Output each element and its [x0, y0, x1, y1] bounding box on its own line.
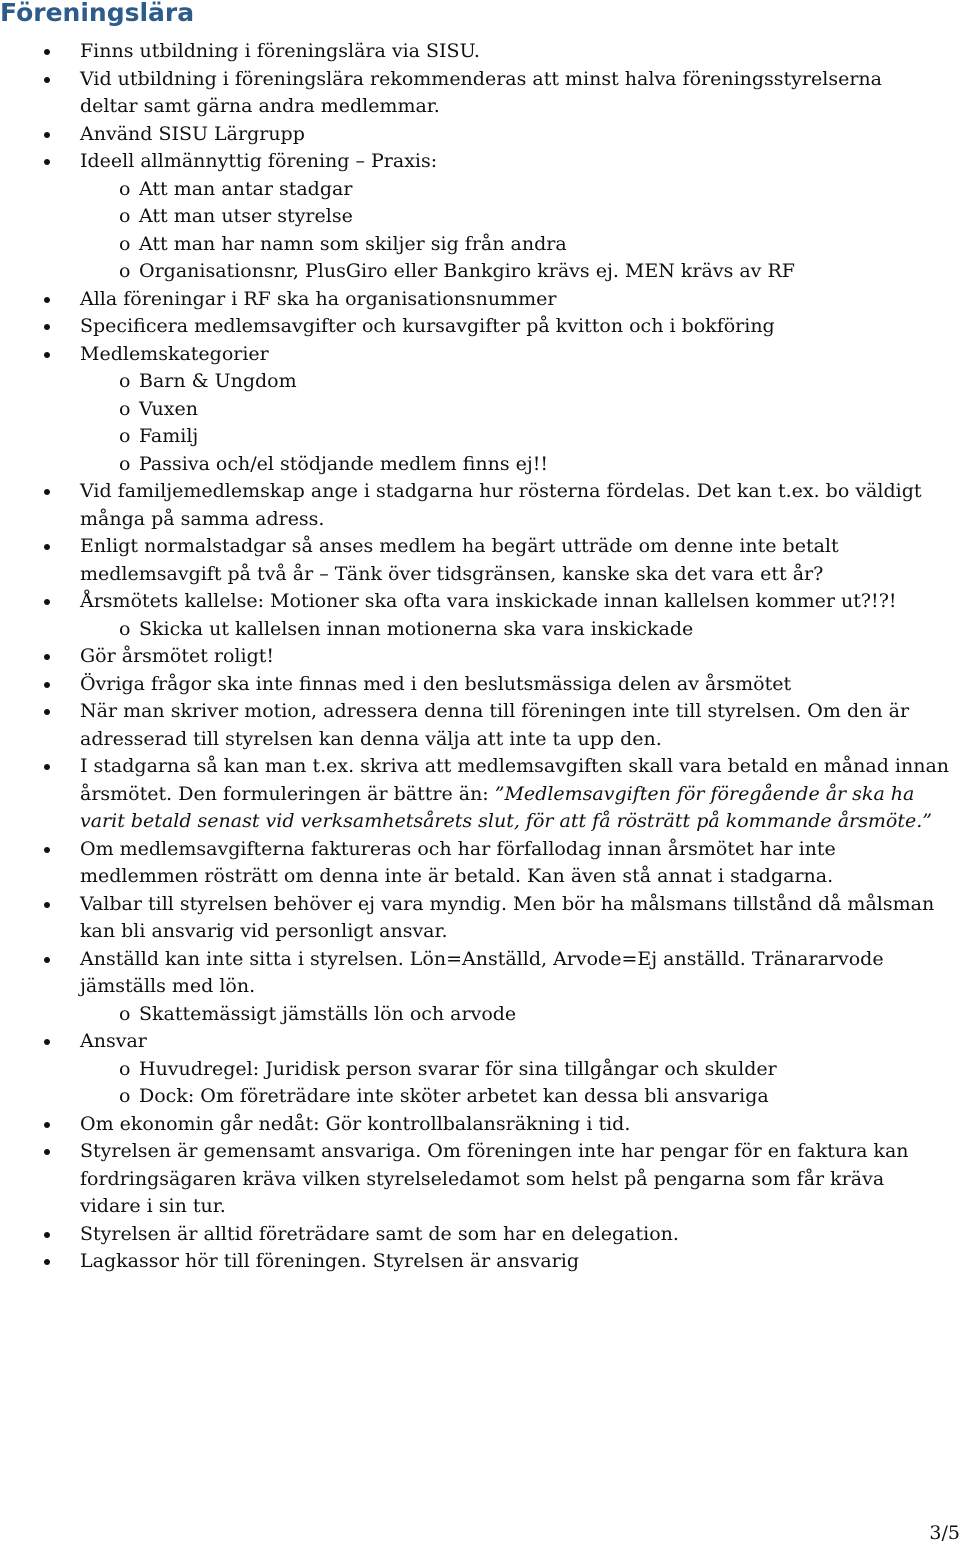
- bullet-faktureras-text: Om medlemsavgifterna faktureras och har förfallodag innan årsmötet har inte: [80, 837, 836, 860]
- sub-skattemassigt-text: Skattemässigt jämställs lön och arvode: [139, 1002, 517, 1025]
- bullet-recommend-board-cont-text: deltar samt gärna andra medlemmar.: [80, 95, 440, 117]
- sub-namn-text: Att man har namn som skiljer sig från andra: [139, 232, 567, 255]
- bullet-lagkassor-text: Lagkassor hör till föreningen. Styrelsen är ansvarig: [80, 1250, 579, 1272]
- bullet-list: [80, 38, 960, 1276]
- sub-familj-text: Familj: [139, 425, 199, 447]
- page-number: 3/5: [929, 1522, 960, 1544]
- bullet-normalstadgar: [80, 533, 960, 561]
- bullet-stadgarna-cont: [80, 781, 960, 809]
- sub-stadgar: [80, 176, 960, 204]
- bullet-familjemedlemskap-cont: [80, 506, 960, 534]
- sub-vuxen: [80, 396, 960, 424]
- bullet-gemensamt-cont: [80, 1166, 960, 1194]
- sub-huvudregel: [80, 1056, 960, 1084]
- bullet-gemensamt-cont-text: fordringsägaren kräva vilken styrelseledamot som helst på pengarna som får kräva: [80, 1167, 885, 1190]
- bullet-anstalld: [80, 946, 960, 974]
- sub-vuxen-text: Vuxen: [139, 397, 198, 420]
- sub-barn-text: Barn & Ungdom: [139, 370, 297, 392]
- bullet-valbar-cont: [80, 918, 960, 946]
- bullet-normalstadgar-text: Enligt normalstadgar så anses medlem ha begärt utträde om denne inte betalt: [80, 535, 839, 557]
- bullet-ideell-praxis-text: Ideell allmännyttig förening – Praxis:: [80, 150, 438, 172]
- bullet-orgnummer: [80, 286, 960, 314]
- bullet-gemensamt-text: Styrelsen är gemensamt ansvariga. Om föreningen inte har pengar för en faktura kan: [80, 1140, 909, 1162]
- bullet-medlemskategorier: [80, 341, 960, 369]
- bullet-sisu-training: [80, 38, 960, 66]
- bullet-stadgarna-cont-quote: ”Medlemsavgiften för föregående år ska ha: [494, 782, 915, 805]
- bullet-valbar-cont-text: kan bli ansvarig vid personligt ansvar.: [80, 920, 448, 942]
- bullet-familjemedlemskap-text: Vid familjemedlemskap ange i stadgarna hur rösterna fördelas. Det kan t.ex. bo väldigt: [80, 480, 922, 502]
- bullet-motion-text: När man skriver motion, adressera denna till föreningen inte till styrelsen. Om den är: [80, 700, 910, 722]
- bullet-roligt: [80, 643, 960, 671]
- bullet-stadgarna-text: I stadgarna så kan man t.ex. skriva att medlemsavgiften skall vara betald en månad innan: [80, 755, 950, 777]
- bullet-lagkassor: [80, 1248, 960, 1276]
- bullet-specificera: [80, 313, 960, 341]
- sub-passiva: [80, 451, 960, 479]
- bullet-ansvar: [80, 1028, 960, 1056]
- bullet-stadgarna-cont-text: årsmötet. Den formuleringen är bättre än:: [80, 782, 495, 805]
- sub-styrelse: [80, 203, 960, 231]
- bullet-anstalld-cont: [80, 973, 960, 1001]
- bullet-faktureras-cont-text: medlemmen rösträtt om denna inte är betald. Kan även stå annat i stadgarna.: [80, 865, 834, 887]
- bullet-specificera-text: Specificera medlemsavgifter och kursavgifter på kvitton och i bokföring: [80, 315, 775, 337]
- bullet-ideell-praxis: [80, 148, 960, 176]
- bullet-recommend-board: [80, 66, 960, 94]
- bullet-gemensamt-cont2: [80, 1193, 960, 1221]
- sub-familj: [80, 423, 960, 451]
- bullet-ekonomin: [80, 1111, 960, 1139]
- bullet-ansvar-text: Ansvar: [80, 1030, 147, 1052]
- bullet-ovriga: [80, 671, 960, 699]
- bullet-motion: [80, 698, 960, 726]
- bullet-valbar-text: Valbar till styrelsen behöver ej vara myndig. Men bör ha målsmans tillstånd då målsman: [80, 892, 935, 915]
- bullet-motion-cont-text: adresserad till styrelsen kan denna välja att inte ta upp den.: [80, 727, 662, 750]
- sub-dock-text: Dock: Om företrädare inte sköter arbetet kan dessa bli ansvariga: [139, 1085, 769, 1107]
- bullet-medlemskategorier-text: Medlemskategorier: [80, 342, 269, 365]
- sub-huvudregel-text: Huvudregel: Juridisk person svarar för sina tillgångar och skulder: [139, 1057, 777, 1080]
- sub-dock: [80, 1083, 960, 1111]
- sub-skicka: [80, 616, 960, 644]
- bullet-anstalld-text: Anställd kan inte sitta i styrelsen. Lön=Anställd, Arvode=Ej anställd. Tränararvode: [80, 947, 884, 970]
- bullet-sisu-group-text: Använd SISU Lärgrupp: [80, 122, 305, 145]
- bullet-kallelse: [80, 588, 960, 616]
- bullet-foretradare-text: Styrelsen är alltid företrädare samt de som har en delegation.: [80, 1222, 679, 1245]
- sub-passiva-text: Passiva och/el stödjande medlem finns ej!!: [139, 452, 549, 475]
- bullet-ovriga-text: Övriga frågor ska inte finnas med i den beslutsmässiga delen av årsmötet: [80, 672, 792, 695]
- bullet-stadgarna-cont2: [80, 808, 960, 836]
- bullet-roligt-text: Gör årsmötet roligt!: [80, 645, 275, 667]
- page-heading: Föreningslära: [0, 0, 195, 27]
- bullet-stadgarna-cont2-quote: varit betald senast vid verksamhetsårets slut, för att få rösträtt på kommande årsmöte.”: [80, 810, 932, 832]
- sub-skattemassigt: [80, 1001, 960, 1029]
- bullet-sisu-training-text: Finns utbildning i föreningslära via SISU.: [80, 40, 480, 62]
- sub-orgnr: [80, 258, 960, 286]
- bullet-ekonomin-text: Om ekonomin går nedåt: Gör kontrollbalansräkning i tid.: [80, 1112, 631, 1135]
- sub-namn: [80, 231, 960, 259]
- bullet-faktureras-cont: [80, 863, 960, 891]
- bullet-foretradare: [80, 1221, 960, 1249]
- sub-styrelse-text: Att man utser styrelse: [139, 205, 353, 227]
- sub-orgnr-text: Organisationsnr, PlusGiro eller Bankgiro krävs ej. MEN krävs av RF: [139, 260, 795, 282]
- bullet-gemensamt-cont2-text: vidare i sin tur.: [80, 1195, 226, 1217]
- bullet-recommend-board-cont: [80, 93, 960, 121]
- bullet-sisu-group: [80, 121, 960, 149]
- bullet-anstalld-cont-text: jämställs med lön.: [80, 975, 256, 997]
- bullet-normalstadgar-cont-text: medlemsavgift på två år – Tänk över tidsgränsen, kanske ska det vara ett år?: [80, 562, 824, 585]
- bullet-familjemedlemskap: [80, 478, 960, 506]
- bullet-kallelse-text: Årsmötets kallelse: Motioner ska ofta vara inskickade innan kallelsen kommer ut?!?!: [80, 590, 897, 612]
- bullet-normalstadgar-cont: [80, 561, 960, 589]
- sub-barn: [80, 368, 960, 396]
- sub-stadgar-text: Att man antar stadgar: [139, 177, 353, 200]
- bullet-motion-cont: [80, 726, 960, 754]
- bullet-stadgarna: [80, 753, 960, 781]
- bullet-valbar: [80, 891, 960, 919]
- bullet-recommend-board-text: Vid utbildning i föreningslära rekommenderas att minst halva föreningsstyrelserna: [80, 67, 882, 90]
- bullet-faktureras: [80, 836, 960, 864]
- sub-skicka-text: Skicka ut kallelsen innan motionerna ska vara inskickade: [139, 617, 694, 640]
- bullet-gemensamt: [80, 1138, 960, 1166]
- bullet-familjemedlemskap-cont-text: många på samma adress.: [80, 507, 325, 530]
- bullet-orgnummer-text: Alla föreningar i RF ska ha organisationsnummer: [80, 287, 557, 310]
